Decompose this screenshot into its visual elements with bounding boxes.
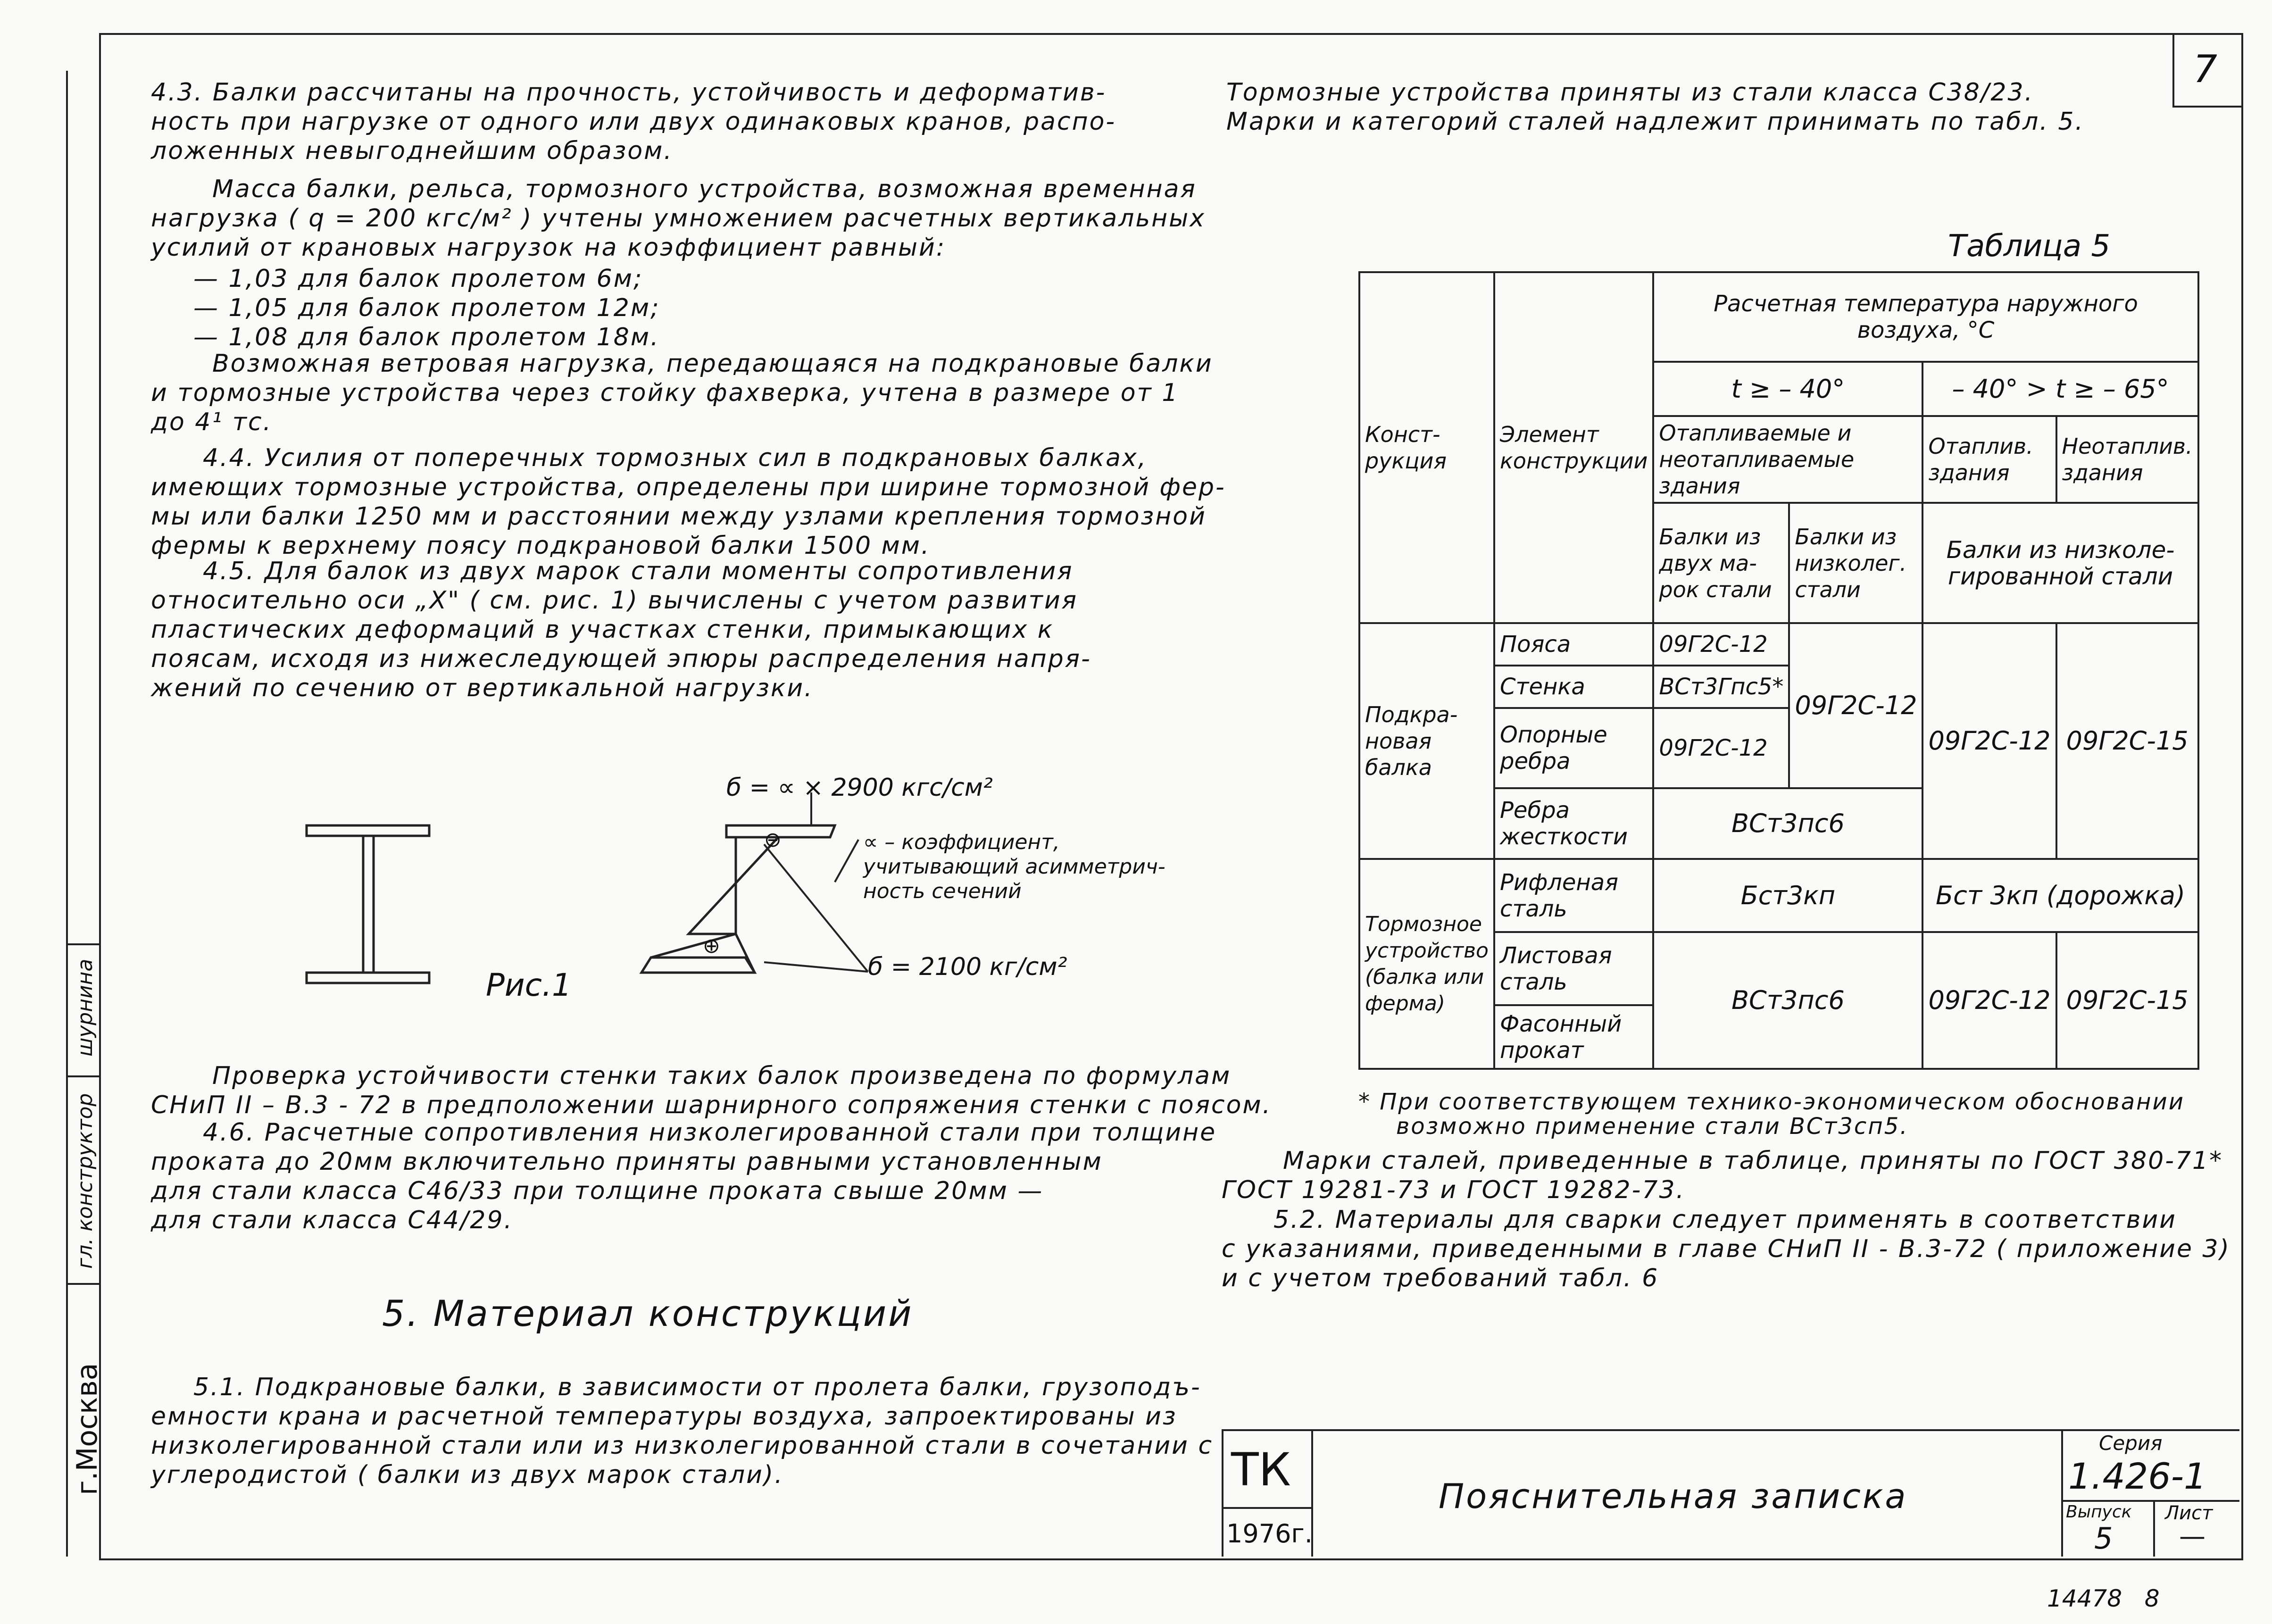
paragraph-5-2: 5.2. Материалы для сварки следует применять в соответствии с указаниями, приведенными в главе СНиП II - В.3-72 ( приложение 3) и с учетом требований табл. 6: [1222, 1206, 2230, 1292]
minus-sign-icon: ⊖: [764, 828, 782, 852]
value-unheated-beam: 09Г2С-15: [2056, 623, 2198, 859]
paragraph-4-3: 4.3. Балки рассчитаны на прочность, устойчивость и деформатив- ность при нагрузке от одного или двух одинаковых кранов, распо- ложенных невыгоднейшим образом.: [151, 78, 1116, 165]
title-block-seria-hline: [2061, 1500, 2239, 1502]
title-block-org-hline: [1222, 1507, 1311, 1509]
value-sheet-profile-steel: ВСт3пс6: [1653, 932, 1922, 1069]
stress-bottom-label: б = 2100 кг/см²: [868, 953, 1067, 981]
stress-diagram-bottom: [641, 958, 755, 973]
seria-number: 1.426-1: [2068, 1455, 2207, 1497]
value-stiffeners: ВСт3пс6: [1653, 788, 1922, 859]
year: 1976г.: [1226, 1519, 1313, 1549]
value-low-alloy-beam: 09Г2С-12: [1789, 623, 1922, 788]
element-web: Стенка: [1494, 666, 1653, 708]
vypusk-number: 5: [2094, 1521, 2113, 1556]
paragraph-4-5: 4.5. Для балок из двух марок стали моменты сопротивления относительно оси „X" ( см. рис. 1) вычислены с учетом развития пластических деформаций в участках стенки, примыкающих к поясам, исходя из нижеследующей эпюры распределения напря- жений по сечению от вертикальной нагрузки.: [151, 557, 1091, 702]
title-block-seria-divider: [2061, 1429, 2063, 1557]
paragraph-steel-grades: Марки сталей, приведенные в таблице, приняты по ГОСТ 380-71* ГОСТ 19281-73 и ГОСТ 19282-73.: [1222, 1147, 2223, 1204]
stress-top-label: б = ∝ × 2900 кгс/см²: [726, 774, 993, 802]
seria-label: Серия: [2099, 1432, 2163, 1455]
table-footnote: * При соответствующем технико-экономическом обосновании возможно применение стали ВСт3сп5.: [1358, 1089, 2185, 1140]
table-title: Таблица 5: [1948, 229, 2111, 264]
margin-stamp-divider: [66, 943, 100, 945]
value-ribbed-walkway: Бст 3кп (дорожка): [1922, 859, 2198, 932]
header-two-grades: Балки из двух ма- рок стали: [1653, 503, 1789, 623]
value-ribbed-steel: Бст3кп: [1653, 859, 1922, 932]
value-web: ВСт3Гпс5*: [1653, 666, 1789, 708]
list-label: Лист: [2165, 1502, 2213, 1524]
i-beam-web: [363, 836, 374, 973]
sheet-number: 7: [2193, 47, 2217, 91]
header-heated-unheated: Отапливаемые и неотапливаемые здания: [1653, 416, 1922, 503]
header-heated: Отаплив. здания: [1922, 416, 2056, 503]
element-ribbed-steel: Рифленая сталь: [1494, 859, 1653, 932]
header-element: Элемент конструкции: [1494, 272, 1653, 623]
header-temperature: Расчетная температура наружного воздуха, °С: [1653, 272, 2198, 362]
title-block-left: [1222, 1429, 1223, 1557]
element-stiffeners: Ребра жесткости: [1494, 788, 1653, 859]
header-low-alloy: Балки из низколег. стали: [1789, 503, 1922, 623]
section-title: 5. Материал конструкций: [382, 1292, 914, 1334]
margin-stamp-divider: [66, 1283, 100, 1285]
paragraph-5-1: 5.1. Подкрановые балки, в зависимости от пролета балки, грузоподъ- емности крана и расчетной температуры воздуха, запроектированы из низколегированной стали или из низколегированной стали в сочетании с углеродистой ( балки из двух марок стали).: [151, 1373, 1214, 1489]
paragraph-4-4: 4.4. Усилия от поперечных тормозных сил в подкрановых балках, имеющих тормозные устройства, определены при ширине тормозной фер- мы или балки 1250 мм и расстоянии между узлами крепления тормозной фермы к верхнему поясу подкрановой балки 1500 мм.: [151, 444, 1226, 560]
value-support-ribs: 09Г2С-12: [1653, 708, 1789, 788]
paragraph-4-3-wind: Возможная ветровая нагрузка, передающаяся на подкрановые балки и тормозные устройства через стойку фахверка, учтена в размере от 1 до 4¹ тс.: [151, 350, 1213, 436]
header-low-alloy-2: Балки из низколе- гированной стали: [1922, 503, 2198, 623]
margin-stamp-divider: [66, 1075, 100, 1077]
coefficient-list: — 1,03 для балок пролетом 6м; — 1,05 для балок пролетом 12м; — 1,08 для балок пролетом 18м.: [193, 265, 660, 351]
org-code: ТК: [1231, 1443, 1291, 1496]
element-flanges: Пояса: [1494, 623, 1653, 666]
figure-caption: Рис.1: [486, 967, 572, 1003]
i-beam-bottom-flange: [307, 973, 429, 983]
value-heated-beam: 09Г2С-12: [1922, 623, 2056, 859]
list-number: —: [2179, 1521, 2205, 1552]
value-flanges: 09Г2С-12: [1653, 623, 1789, 666]
paragraph-4-3-mass: Масса балки, рельса, тормозного устройства, возможная временная нагрузка ( q = 200 кгс/м² ) учтены умножением расчетных вертикальных усилий от крановых нагрузок на коэффициент равный:: [151, 175, 1206, 262]
header-unheated: Неотаплив. здания: [2056, 416, 2198, 503]
alpha-note: ∝ – коэффициент, учитывающий асимметрич- ность сечений: [863, 830, 1165, 903]
paragraph-4-6: 4.6. Расчетные сопротивления низколегированной стали при толщине проката до 20мм включительно приняты равными установленным для стали класса С46/33 при толщине проката свыше 20мм — для стали класса С44/29.: [151, 1118, 1217, 1234]
group-brake-device: Тормозное устройство (балка или ферма): [1359, 859, 1494, 1069]
group-crane-beam: Подкра- новая балка: [1359, 623, 1494, 859]
value-heated-brake: 09Г2С-12: [1922, 932, 2056, 1069]
vypusk-label: Выпуск: [2066, 1502, 2132, 1522]
header-construction: Конст- рукция: [1359, 272, 1494, 623]
margin-stamp-city: г.Москва: [71, 1363, 104, 1495]
margin-stamp-line: [66, 71, 68, 1557]
document-title: Пояснительная записка: [1439, 1476, 1908, 1516]
element-support-ribs: Опорные ребра: [1494, 708, 1653, 788]
steel-grades-table: [1358, 271, 2199, 1070]
header-t1: t ≥ – 40°: [1653, 362, 1922, 416]
plus-sign-icon: ⊕: [703, 934, 720, 958]
bottom-archive-number: 14478 8: [2047, 1585, 2160, 1612]
i-beam-top-flange: [307, 825, 429, 836]
margin-stamp-dept: шурнина: [73, 958, 97, 1057]
value-unheated-brake: 09Г2С-15: [2056, 932, 2198, 1069]
title-block-list-divider: [2153, 1500, 2155, 1557]
element-sheet-steel: Листовая сталь: [1494, 932, 1653, 1005]
brake-device-intro: Тормозные устройства приняты из стали класса С38/23. Марки и категорий сталей надлежит принимать по табл. 5.: [1226, 78, 2085, 136]
header-t2: – 40° > t ≥ – 65°: [1922, 362, 2198, 416]
margin-stamp-dept-prefix: гл. конструктор: [73, 1093, 97, 1269]
paragraph-stability-check: Проверка устойчивости стенки таких балок произведена по формулам СНиП II – В.3 - 72 в предположении шарнирного сопряжения стенки с поясом.: [151, 1062, 1272, 1119]
element-profile-steel: Фасонный прокат: [1494, 1005, 1653, 1069]
title-block-top: [1222, 1429, 2239, 1431]
